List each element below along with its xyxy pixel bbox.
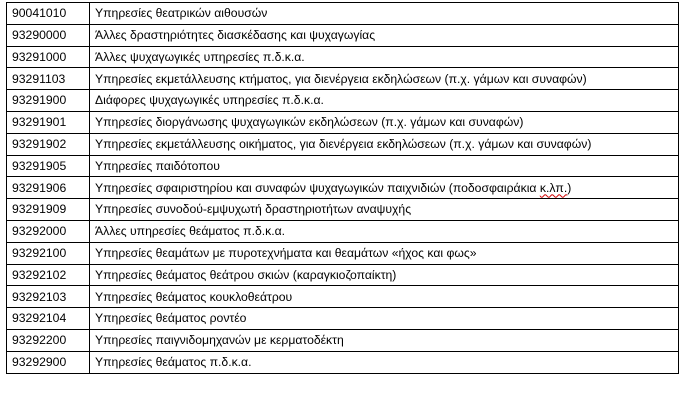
table-row xyxy=(7,24,679,46)
activity-code-cell: 93292102 xyxy=(7,264,90,286)
table-row xyxy=(7,199,679,221)
activity-code-cell: 93292104 xyxy=(7,308,90,330)
activity-code-cell: 93292103 xyxy=(7,286,90,308)
table-row xyxy=(7,46,679,68)
activity-description-cell: Υπηρεσίες θεάματος θεάτρου σκιών (καραγκιοζοπαίκτη) xyxy=(90,264,679,286)
table-row xyxy=(7,177,679,199)
activity-code-cell: 93292200 xyxy=(7,329,90,351)
activity-description-cell: Υπηρεσίες θεάματος κουκλοθεάτρου xyxy=(90,286,679,308)
table-row xyxy=(7,308,679,330)
activity-description-cell: Άλλες ψυχαγωγικές υπηρεσίες π.δ.κ.α. xyxy=(90,46,679,68)
activity-description-cell: Υπηρεσίες παιγνιδομηχανών με κερματοδέκτη xyxy=(90,329,679,351)
activity-description-cell: Υπηρεσίες θεατρικών αιθουσών xyxy=(90,3,679,25)
table-row xyxy=(7,286,679,308)
activity-description-cell: Υπηρεσίες θεάματος π.δ.κ.α. xyxy=(90,351,679,373)
activity-description-cell: Άλλες υπηρεσίες θεάματος π.δ.κ.α. xyxy=(90,220,679,242)
activity-code-cell: 93291902 xyxy=(7,133,90,155)
activity-description-cell xyxy=(90,177,679,199)
activity-code-cell: 93291905 xyxy=(7,155,90,177)
spellcheck-marked-text: κ.λπ. xyxy=(539,180,568,195)
table-row xyxy=(7,90,679,112)
activity-code-cell: 93291103 xyxy=(7,68,90,90)
activity-description-cell: Υπηρεσίες διοργάνωσης ψυχαγωγικών εκδηλώσεων (π.χ. γάμων και συναφών) xyxy=(90,111,679,133)
table-row xyxy=(7,111,679,133)
table-row xyxy=(7,351,679,373)
activity-code-cell: 93291909 xyxy=(7,199,90,221)
table-row xyxy=(7,264,679,286)
activity-description-cell: Διάφορες ψυχαγωγικές υπηρεσίες π.δ.κ.α. xyxy=(90,90,679,112)
activity-code-cell: 93292000 xyxy=(7,220,90,242)
table-row xyxy=(7,155,679,177)
table-row xyxy=(7,220,679,242)
description-text-end: ) xyxy=(567,180,572,195)
activity-code-cell: 93291901 xyxy=(7,111,90,133)
activity-description-cell: Υπηρεσίες εκμετάλλευσης κτήματος, για διενέργεια εκδηλώσεων (π.χ. γάμων και συναφών) xyxy=(90,68,679,90)
activity-code-cell: 93290000 xyxy=(7,24,90,46)
table-row xyxy=(7,133,679,155)
activity-code-cell: 93291900 xyxy=(7,90,90,112)
activity-code-cell: 93291000 xyxy=(7,46,90,68)
activity-code-cell: 93292100 xyxy=(7,242,90,264)
activity-code-cell: 90041010 xyxy=(7,3,90,25)
table-row xyxy=(7,329,679,351)
table-row xyxy=(7,68,679,90)
activity-description-cell: Υπηρεσίες θεάματος ροντέο xyxy=(90,308,679,330)
activity-description-cell: Άλλες δραστηριότητες διασκέδασης και ψυχαγωγίας xyxy=(90,24,679,46)
activity-code-cell: 93292900 xyxy=(7,351,90,373)
description-text: Υπηρεσίες σφαιριστηρίου και συναφών ψυχαγωγικών παιχνιδιών (ποδοσφαιράκια xyxy=(95,180,540,195)
activity-description-cell: Υπηρεσίες θεαμάτων με πυροτεχνήματα και θεαμάτων «ήχος και φως» xyxy=(90,242,679,264)
activity-description-cell: Υπηρεσίες συνοδού-εμψυχωτή δραστηριοτήτων αναψυχής xyxy=(90,199,679,221)
table-row xyxy=(7,242,679,264)
activity-codes-table xyxy=(6,2,679,374)
table-row xyxy=(7,3,679,25)
activity-description-cell: Υπηρεσίες παιδότοπου xyxy=(90,155,679,177)
activity-description-cell: Υπηρεσίες εκμετάλλευσης οικήματος, για διενέργεια εκδηλώσεων (π.χ. γάμων και συναφών) xyxy=(90,133,679,155)
activity-code-cell: 93291906 xyxy=(7,177,90,199)
